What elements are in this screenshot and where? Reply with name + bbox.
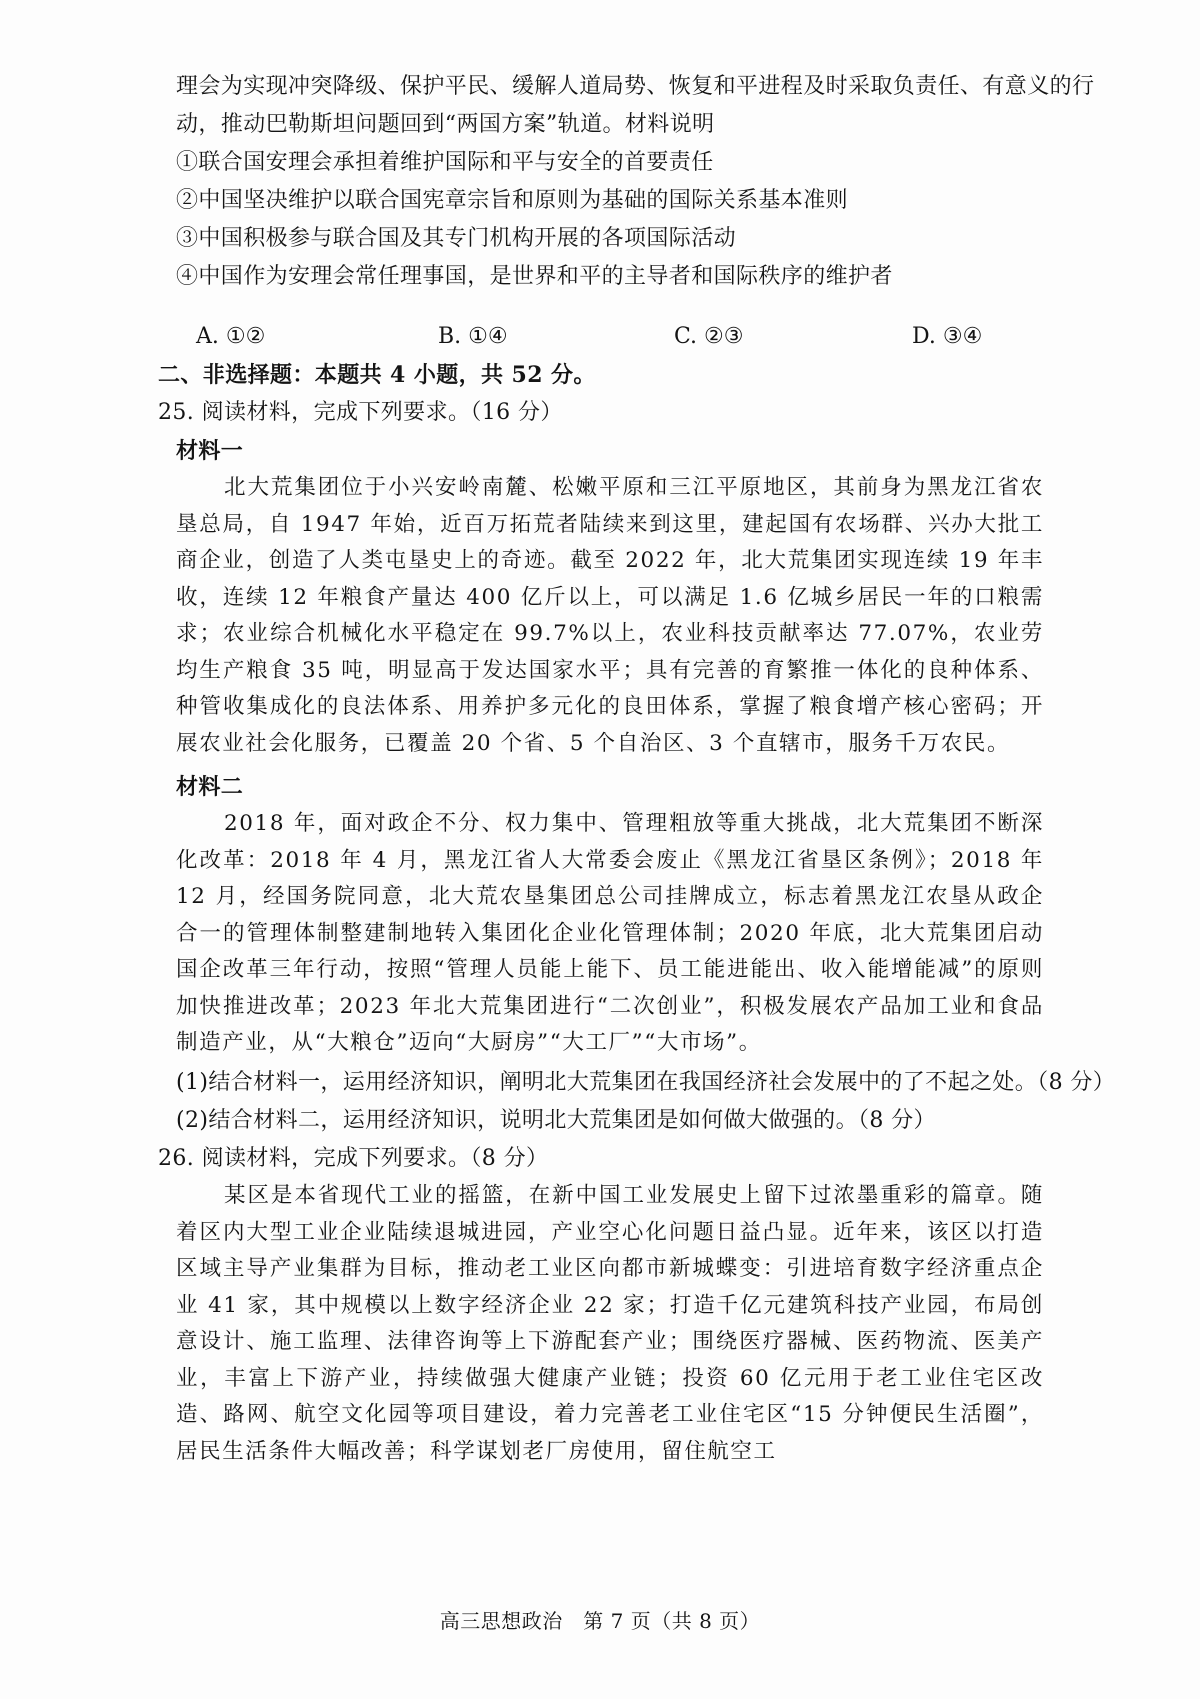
q25-subquestion-1: (1)结合材料一，运用经济知识，阐明北大荒集团在我国经济社会发展中的了不起之处。（8 分） bbox=[176, 1070, 1116, 1095]
q24-statement-1: ①联合国安理会承担着维护国际和平与安全的首要责任 bbox=[176, 150, 714, 175]
q24-stem-line-2: 动，推动巴勒斯坦问题回到“两国方案”轨道。材料说明 bbox=[176, 112, 715, 137]
q25-material-1-title: 材料一 bbox=[176, 438, 244, 464]
q26-title: 26. 阅读材料，完成下列要求。（8 分） bbox=[158, 1146, 549, 1171]
q24-statement-2: ②中国坚决维护以联合国宪章宗旨和原则为基础的国际关系基本准则 bbox=[176, 188, 849, 213]
q24-option-b: B. ①④ bbox=[438, 324, 508, 349]
q25-material-2-title: 材料二 bbox=[176, 774, 244, 800]
q25-title: 25. 阅读材料，完成下列要求。（16 分） bbox=[158, 400, 563, 425]
q26-material-text: 某区是本省现代工业的摇篮，在新中国工业发展史上留下过浓墨重彩的篇章。随着区内大型工业企业陆续退城进园，产业空心化问题日益凸显。近年来，该区以打造区域主导产业集群为目标，推动老工业区向都市新城蝶变：引进培育数字经济重点企业 41 家，其中规模以上数字经济企业 22 家；打造千亿元建筑科技产业园，布局创意设计、施工监理、法律咨询等上下游配套产业；围绕医疗器械、医药物流、医美产业，丰富上下游产业，持续做强大健康产业链；投资 60 亿元用于老工业住宅区改造、路网、航空文化园等项目建设，着力完善老工业住宅区“15 分钟便民生活圈”，居民生活条件大幅改善；科学谋划老厂房使用，留住航空工 bbox=[176, 1183, 1044, 1464]
page-footer: 高三思想政治 第 7 页（共 8 页） bbox=[439, 1609, 761, 1633]
section-2-title: 二、非选择题：本题共 4 小题，共 52 分。 bbox=[158, 362, 596, 388]
q24-stem-line-1: 理会为实现冲突降级、保护平民、缓解人道局势、恢复和平进程及时采取负责任、有意义的行 bbox=[176, 74, 1095, 99]
q24-option-d: D. ③④ bbox=[912, 324, 983, 349]
q25-material-1-text: 北大荒集团位于小兴安岭南麓、松嫩平原和三江平原地区，其前身为黑龙江省农垦总局，自 1947 年始，近百万拓荒者陆续来到这里，建起国有农场群、兴办大批工商企业，创造了人类屯垦史上的奇迹。截至 2022 年，北大荒集团实现连续 19 年丰收，连续 12 年粮食产量达 400 亿斤以上，可以满足 1.6 亿城乡居民一年的口粮需求；农业综合机械化水平稳定在 99.7%以上，农业科技贡献率达 77.07%，农业劳均生产粮食 35 吨，明显高于发达国家水平；具有完善的育繁推一体化的良种体系、种管收集成化的良法体系、用养护多元化的良田体系，掌握了粮食增产核心密码；开展农业社会化服务，已覆盖 20 个省、5 个自治区、3 个直辖市，服务千万农民。 bbox=[176, 475, 1044, 756]
q24-statement-4: ④中国作为安理会常任理事国，是世界和平的主导者和国际秩序的维护者 bbox=[176, 264, 893, 289]
q25-material-2-text: 2018 年，面对政企不分、权力集中、管理粗放等重大挑战，北大荒集团不断深化改革：2018 年 4 月，黑龙江省人大常委会废止《黑龙江省垦区条例》；2018 年 12 月，经国务院同意，北大荒农垦集团总公司挂牌成立，标志着黑龙江农垦从政企合一的管理体制整建制地转入集团化企业化管理体制；2020 年底，北大荒集团启动国企改革三年行动，按照“管理人员能上能下、员工能进能出、收入能增能减”的原则加快推进改革；2023 年北大荒集团进行“二次创业”，积极发展农产品加工业和食品制造产业，从“大粮仓”迈向“大厨房”“大工厂”“大市场”。 bbox=[176, 811, 1044, 1055]
q25-subquestion-2: (2)结合材料二，运用经济知识，说明北大荒集团是如何做大做强的。（8 分） bbox=[176, 1108, 936, 1133]
q24-option-c: C. ②③ bbox=[674, 324, 744, 349]
q24-statement-3: ③中国积极参与联合国及其专门机构开展的各项国际活动 bbox=[176, 226, 737, 251]
q24-option-a: A. ①② bbox=[196, 324, 266, 349]
